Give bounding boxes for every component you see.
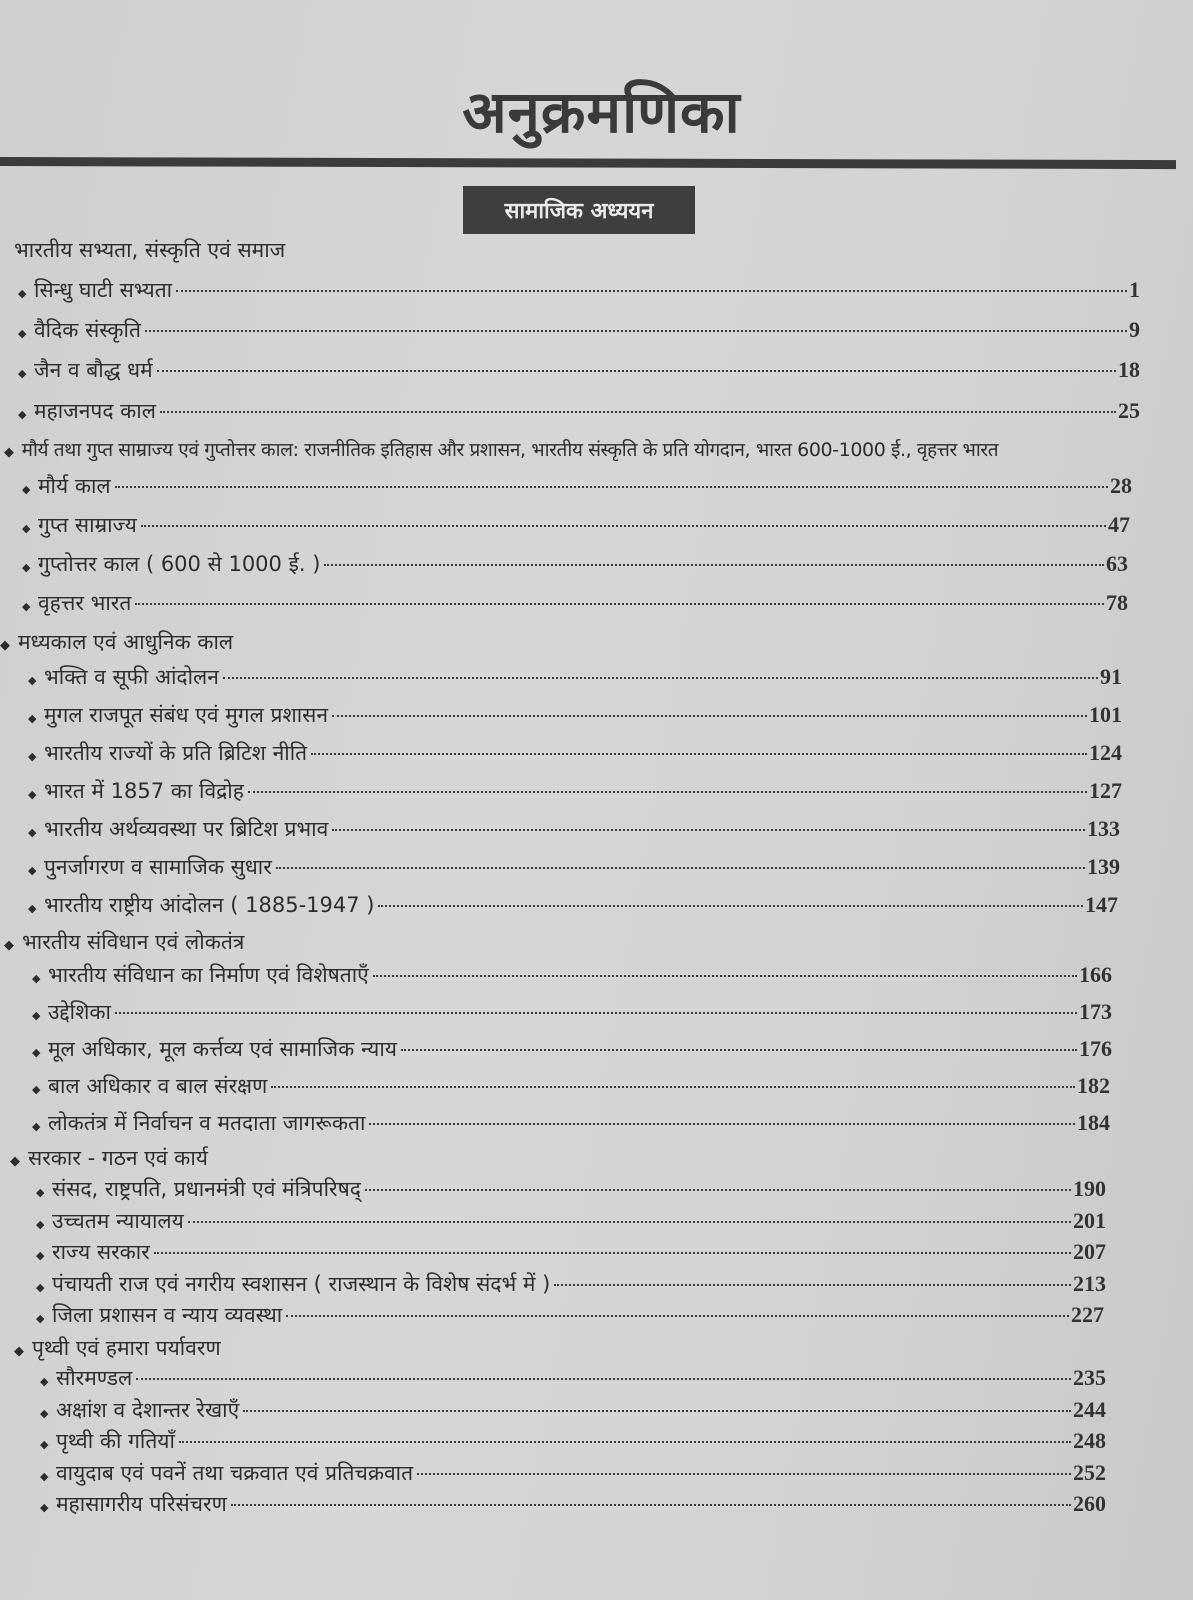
page-number: 147 — [1085, 892, 1118, 917]
toc-entry[interactable] — [36, 1207, 1106, 1239]
page-number: 244 — [1073, 1397, 1106, 1422]
entry-label: भारतीय अर्थव्यवस्था पर ब्रिटिश प्रभाव — [44, 817, 329, 841]
bullet-icon: ◆ — [40, 1407, 49, 1420]
section-heading-label: सरकार - गठन एवं कार्य — [28, 1146, 208, 1170]
page-number: 91 — [1100, 664, 1122, 689]
page-number: 252 — [1073, 1460, 1106, 1485]
entry-label: पुनर्जागरण व सामाजिक सुधार — [44, 855, 272, 879]
bullet-icon: ◆ — [28, 826, 37, 839]
bullet-icon: ◆ — [0, 638, 10, 653]
section-heading-label: भारतीय सभ्यता, संस्कृति एवं समाज — [14, 238, 286, 262]
toc-entry[interactable] — [36, 1270, 1106, 1302]
dot-leader — [115, 486, 1108, 488]
bullet-icon: ◆ — [36, 1249, 45, 1262]
bullet-icon: ◆ — [4, 445, 14, 460]
bullet-icon: ◆ — [32, 1009, 41, 1022]
entry-label: पंचायती राज एवं नगरीय स्वशासन ( राजस्थान के विशेष संदर्भ में ) — [52, 1272, 551, 1296]
bullet-icon: ◆ — [28, 712, 37, 725]
bullet-icon: ◆ — [40, 1375, 49, 1388]
dot-leader — [231, 1504, 1071, 1506]
subject-badge: सामाजिक अध्ययन — [463, 186, 695, 234]
page-number: 78 — [1106, 590, 1128, 615]
dot-leader — [286, 1315, 1069, 1317]
page-number: 213 — [1073, 1271, 1106, 1296]
entry-label: अक्षांश व देशान्तर रेखाएँ — [56, 1398, 240, 1422]
dot-leader — [324, 564, 1104, 566]
entry-label: सौरमण्डल — [56, 1366, 133, 1390]
entry-label: भारतीय राज्यों के प्रति ब्रिटिश नीति — [44, 741, 308, 765]
page-number: 124 — [1089, 740, 1122, 765]
entry-label: वायुदाब एवं पवनें तथा चक्रवात एवं प्रतिचक्रवात — [56, 1461, 414, 1485]
entry-label: जिला प्रशासन व न्याय व्यवस्था — [52, 1303, 283, 1327]
bullet-icon: ◆ — [28, 902, 37, 915]
page-number: 201 — [1073, 1208, 1106, 1233]
dot-leader — [276, 867, 1085, 869]
bullet-icon: ◆ — [28, 750, 37, 763]
dot-leader — [157, 370, 1116, 372]
bullet-icon: ◆ — [4, 938, 14, 953]
toc-entry[interactable] — [28, 853, 1120, 885]
entry-label: महासागरीय परिसंचरण — [56, 1492, 227, 1516]
page-number: 47 — [1108, 512, 1130, 537]
dot-leader — [223, 677, 1098, 679]
section-heading — [10, 1144, 208, 1172]
page-number: 235 — [1073, 1365, 1106, 1390]
dot-leader — [311, 753, 1087, 755]
page-number: 248 — [1073, 1428, 1106, 1453]
toc-entry[interactable] — [36, 1238, 1106, 1270]
entry-label: सिन्धु घाटी सभ्यता — [34, 278, 173, 302]
bullet-icon: ◆ — [22, 600, 31, 613]
bullet-icon: ◆ — [22, 522, 31, 535]
bullet-icon: ◆ — [40, 1470, 49, 1483]
toc-entry[interactable] — [32, 961, 1112, 993]
bullet-icon: ◆ — [14, 1344, 24, 1359]
toc-entry[interactable] — [32, 1109, 1110, 1141]
page-title: अनुक्रमणिका — [462, 78, 741, 146]
page-number: 101 — [1089, 702, 1122, 727]
page-number: 173 — [1079, 999, 1112, 1024]
bullet-icon: ◆ — [10, 1154, 20, 1169]
entry-label: गुप्त साम्राज्य — [38, 513, 137, 537]
bullet-icon: ◆ — [18, 408, 27, 421]
section-heading — [14, 236, 285, 264]
toc-entry[interactable] — [28, 815, 1120, 847]
bullet-icon: ◆ — [36, 1312, 45, 1325]
entry-label: भारत में 1857 का विद्रोह — [44, 779, 244, 803]
page-number: 227 — [1071, 1302, 1104, 1327]
entry-label: गुप्तोत्तर काल ( 600 से 1000 ई. ) — [38, 552, 321, 576]
page-number: 182 — [1077, 1073, 1110, 1098]
bullet-icon: ◆ — [28, 864, 37, 877]
toc-entry[interactable] — [28, 739, 1122, 771]
dot-leader — [160, 411, 1116, 413]
toc-entry[interactable] — [18, 356, 1140, 388]
bullet-icon: ◆ — [18, 367, 27, 380]
toc-entry[interactable] — [22, 472, 1132, 504]
page-number: 207 — [1073, 1239, 1106, 1264]
section-heading-label: मौर्य तथा गुप्त साम्राज्य एवं गुप्तोत्तर काल: राजनीतिक इतिहास और प्रशासन, भारतीय संस्कृति के प्रति योगदान, भारत 600-1000 ई., वृहत्तर भारत — [21, 439, 999, 461]
dot-leader — [332, 715, 1087, 717]
entry-label: पृथ्वी की गतियाँ — [56, 1429, 175, 1453]
entry-label: मौर्य काल — [38, 474, 111, 498]
toc-entry[interactable] — [32, 998, 1112, 1030]
entry-label: उच्चतम न्यायालय — [52, 1209, 184, 1233]
dot-leader — [417, 1473, 1071, 1475]
toc-entry[interactable] — [40, 1364, 1106, 1396]
dot-leader — [243, 1410, 1071, 1412]
section-heading-label: पृथ्वी एवं हमारा पर्यावरण — [32, 1336, 221, 1360]
bullet-icon: ◆ — [36, 1186, 45, 1199]
page-number: 260 — [1073, 1491, 1106, 1516]
toc-entry[interactable] — [18, 397, 1140, 429]
dot-leader — [135, 603, 1104, 605]
dot-leader — [136, 1378, 1071, 1380]
title-divider — [0, 157, 1176, 169]
bullet-icon: ◆ — [32, 1120, 41, 1133]
bullet-icon: ◆ — [28, 674, 37, 687]
toc-entry[interactable] — [40, 1459, 1106, 1491]
bullet-icon: ◆ — [22, 561, 31, 574]
toc-entry[interactable] — [28, 701, 1122, 733]
toc-entry[interactable] — [22, 550, 1128, 582]
toc-entry[interactable] — [40, 1490, 1106, 1522]
page-number: 25 — [1118, 398, 1140, 423]
bullet-icon: ◆ — [18, 327, 27, 340]
toc-entry[interactable] — [40, 1427, 1106, 1459]
page-number: 184 — [1077, 1110, 1110, 1135]
bullet-icon: ◆ — [32, 972, 41, 985]
bullet-icon: ◆ — [32, 1046, 41, 1059]
dot-leader — [401, 1049, 1077, 1051]
page-number: 63 — [1106, 551, 1128, 576]
page-number: 176 — [1079, 1036, 1112, 1061]
entry-label: भक्ति व सूफी आंदोलन — [44, 665, 219, 689]
page-number: 166 — [1079, 962, 1112, 987]
section-heading — [0, 628, 233, 656]
bullet-icon: ◆ — [36, 1218, 45, 1231]
toc-entry[interactable] — [28, 891, 1118, 923]
page-number: 28 — [1110, 473, 1132, 498]
toc-entry[interactable] — [28, 663, 1122, 695]
entry-label: वृहत्तर भारत — [38, 591, 132, 615]
toc-entry[interactable] — [36, 1301, 1104, 1333]
toc-entry[interactable] — [32, 1072, 1110, 1104]
dot-leader — [179, 1441, 1071, 1443]
section-heading — [4, 436, 998, 462]
entry-label: लोकतंत्र में निर्वाचन व मतदाता जागरूकता — [48, 1111, 366, 1135]
bullet-icon: ◆ — [22, 483, 31, 496]
toc-entry[interactable] — [40, 1396, 1106, 1428]
entry-label: संसद, राष्ट्रपति, प्रधानमंत्री एवं मंत्रिपरिषद् — [52, 1177, 361, 1201]
toc-entry[interactable] — [36, 1175, 1106, 1207]
bullet-icon: ◆ — [36, 1281, 45, 1294]
dot-leader — [378, 905, 1083, 907]
toc-entry[interactable] — [32, 1035, 1112, 1067]
entry-label: महाजनपद काल — [34, 399, 156, 423]
bullet-icon: ◆ — [40, 1438, 49, 1451]
page-number: 9 — [1129, 317, 1140, 342]
entry-label: भारतीय राष्ट्रीय आंदोलन ( 1885-1947 ) — [44, 893, 375, 917]
entry-label: मूल अधिकार, मूल कर्त्तव्य एवं सामाजिक न्याय — [48, 1037, 397, 1061]
section-heading-label: मध्यकाल एवं आधुनिक काल — [18, 630, 234, 654]
dot-leader — [145, 330, 1127, 332]
dot-leader — [188, 1221, 1071, 1223]
dot-leader — [369, 1123, 1075, 1125]
toc-entry[interactable] — [18, 316, 1140, 348]
bullet-icon: ◆ — [32, 1083, 41, 1096]
dot-leader — [554, 1284, 1071, 1286]
page-number: 190 — [1073, 1176, 1106, 1201]
entry-label: बाल अधिकार व बाल संरक्षण — [48, 1074, 268, 1098]
bullet-icon: ◆ — [28, 788, 37, 801]
entry-label: मुगल राजपूत संबंध एवं मुगल प्रशासन — [44, 703, 329, 727]
toc-entry[interactable] — [28, 777, 1122, 809]
entry-label: जैन व बौद्ध धर्म — [34, 358, 153, 382]
entry-label: वैदिक संस्कृति — [34, 318, 141, 342]
entry-label: उद्देशिका — [48, 1000, 111, 1024]
page-number: 139 — [1087, 854, 1120, 879]
page-number: 127 — [1089, 778, 1122, 803]
toc-entry[interactable] — [22, 511, 1130, 543]
dot-leader — [154, 1252, 1071, 1254]
dot-leader — [332, 829, 1085, 831]
section-heading — [4, 928, 244, 956]
entry-label: भारतीय संविधान का निर्माण एवं विशेषताएँ — [48, 963, 369, 987]
section-heading — [14, 1334, 221, 1362]
dot-leader — [271, 1086, 1075, 1088]
page-number: 1 — [1129, 277, 1140, 302]
toc-entry[interactable] — [18, 276, 1140, 308]
dot-leader — [365, 1189, 1071, 1191]
dot-leader — [176, 290, 1127, 292]
dot-leader — [141, 525, 1106, 527]
dot-leader — [248, 791, 1087, 793]
page-number: 133 — [1087, 816, 1120, 841]
entry-label: राज्य सरकार — [52, 1240, 150, 1264]
toc-entry[interactable] — [22, 589, 1128, 621]
page-number: 18 — [1118, 357, 1140, 382]
dot-leader — [115, 1012, 1077, 1014]
bullet-icon: ◆ — [40, 1501, 49, 1514]
section-heading-label: भारतीय संविधान एवं लोकतंत्र — [22, 930, 245, 954]
bullet-icon: ◆ — [18, 287, 27, 300]
dot-leader — [373, 975, 1077, 977]
